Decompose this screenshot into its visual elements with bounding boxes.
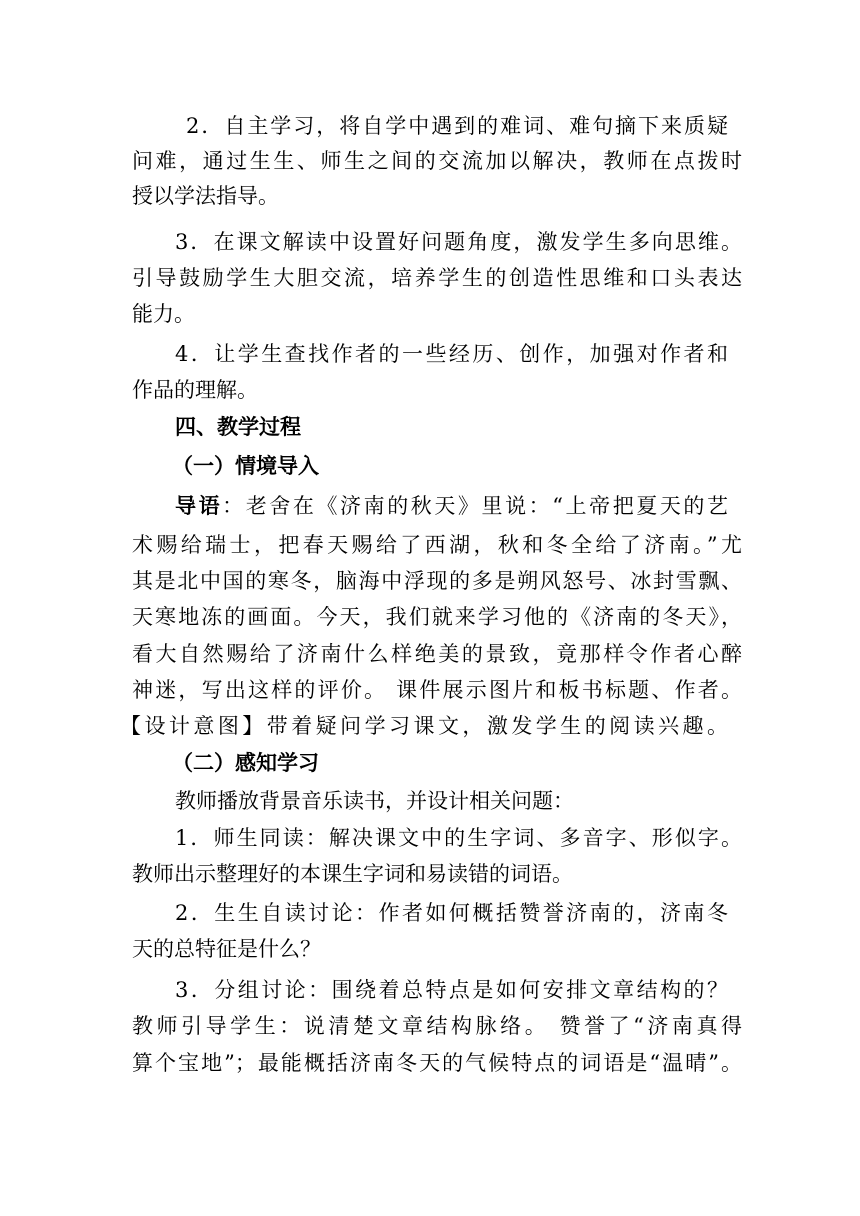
paragraph-line: 引导鼓励学生大胆交流，培养学生的创造性思维和口头表达 [132, 266, 742, 290]
paragraph-line: 2．自主学习，将自学中遇到的难词、难句摘下来质疑 [186, 114, 728, 138]
paragraph-line: 其是北中国的寒冬，脑海中浮现的多是朔风怒号、冰封雪飘、 [132, 569, 742, 593]
paragraph-line: 天寒地冻的画面。今天，我们就来学习他的《济南的冬天》， [132, 605, 742, 629]
subsection-heading: （二）感知学习 [172, 750, 319, 775]
paragraph-line: 1．师生同读：解决课文中的生字词、多音字、形似字。 [175, 826, 742, 850]
paragraph-line: 教师出示整理好的本课生字词和易读错的词语。 [132, 862, 573, 886]
paragraph-line: 能力。 [132, 302, 195, 326]
section-heading: 四、教学过程 [175, 414, 301, 439]
paragraph-line: 授以学法指导。 [132, 184, 279, 208]
paragraph-line: 2．生生自读讨论：作者如何概括赞誉济南的，济南冬 [175, 901, 728, 925]
paragraph-line [175, 492, 728, 520]
paragraph-line: 4．让学生查找作者的一些经历、创作，加强对作者和 [175, 342, 728, 366]
lead-text: ：老舍在《济南的秋天》里说：“上帝把夏天的艺 [222, 494, 729, 518]
paragraph-line: 教师引导学生：说清楚文章结构脉络。 赞誉了“济南真得 [132, 1014, 742, 1038]
paragraph-line: 3．分组讨论：围绕着总特点是如何安排文章结构的？ [175, 978, 728, 1002]
paragraph-line: 天的总特征是什么？ [132, 937, 321, 961]
paragraph-line: 教师播放背景音乐读书，并设计相关问题： [175, 789, 574, 813]
design-intent-line: 【设计意图】带着疑问学习课文，激发学生的阅读兴趣。 [120, 714, 728, 738]
paragraph-line: 作品的理解。 [132, 378, 258, 402]
paragraph-line: 算个宝地”；最能概括济南冬天的气候特点的词语是“温晴”。 [132, 1051, 742, 1075]
paragraph-line: 看大自然赐给了济南什么样绝美的景致，竟那样令作者心醉 [132, 642, 742, 666]
paragraph-line: 问难，通过生生、师生之间的交流加以解决，教师在点拨时 [132, 149, 742, 173]
paragraph-line: 神迷，写出这样的评价。 课件展示图片和板书标题、作者。 [132, 678, 742, 702]
subsection-heading: （一）情境导入 [172, 453, 319, 478]
paragraph-line: 3．在课文解读中设置好问题角度，激发学生多向思维。 [175, 230, 742, 254]
paragraph-line: 术赐给瑞士，把春天赐给了西湖，秋和冬全给了济南。”尤 [132, 533, 742, 557]
lead-label: 导语 [175, 493, 223, 518]
